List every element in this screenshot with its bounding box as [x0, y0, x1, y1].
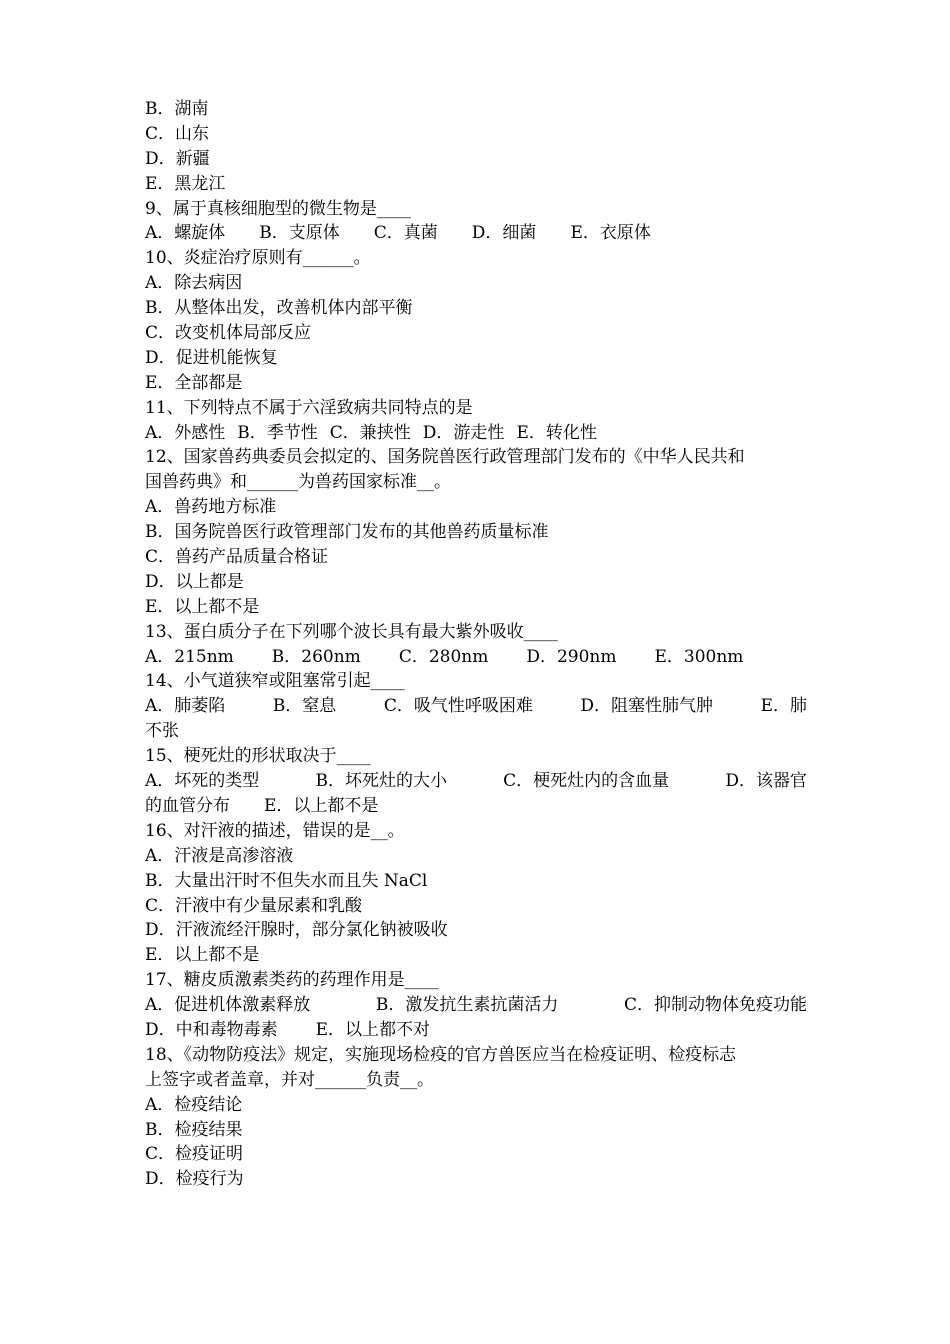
q18-option-a: A．检疫结论	[145, 1094, 243, 1115]
q18-option-c: C．检疫证明	[145, 1144, 244, 1165]
option-b: B．湖南	[145, 99, 209, 119]
q16-option-e: E．以上都不是	[145, 945, 260, 966]
q13-option-b: B．260nm	[271, 646, 361, 667]
q9-option-e: E．衣原体	[570, 223, 651, 244]
q15-option-a: A．坏死的类型	[145, 771, 260, 792]
q15-option-b: B．坏死灶的大小	[315, 771, 447, 792]
question-10: 10、炎症治疗原则有______。	[145, 248, 371, 269]
q17-option-b: B．激发抗生素抗菌活力	[375, 995, 559, 1016]
q14-option-c: C．吸气性呼吸困难	[383, 696, 533, 717]
q14-option-e: E．肺	[760, 696, 807, 717]
question-17-options-line-2	[145, 1018, 807, 1043]
question-11: 11、下列特点不属于六淫致病共同特点的是	[145, 397, 473, 418]
q10-option-b: B．从整体出发，改善机体内部平衡	[145, 298, 413, 319]
q16-option-d: D．汗液流经汗腺时，部分氯化钠被吸收	[145, 920, 448, 941]
question-16: 16、对汗液的描述，错误的是__。	[145, 820, 405, 841]
q12-option-d: D．以上都是	[145, 571, 244, 592]
q12-option-b: B．国务院兽医行政管理部门发布的其他兽药质量标准	[145, 522, 549, 543]
q13-option-a: A．215nm	[145, 646, 234, 667]
q9-option-c: C．真菌	[373, 223, 438, 244]
q18-option-b: B．检疫结果	[145, 1119, 243, 1140]
q10-option-e: E．全部都是	[145, 372, 243, 393]
q11-option-c: C．兼挟性	[329, 422, 411, 443]
question-9-options	[145, 221, 807, 246]
question-17-options	[145, 993, 807, 1018]
q10-option-c: C．改变机体局部反应	[145, 323, 312, 344]
q14-option-e-continuation: 不张	[145, 721, 179, 742]
question-15: 15、梗死灶的形状取决于____	[145, 746, 371, 767]
q15-option-d-continuation: 的血管分布	[145, 795, 230, 816]
q11-option-d: D．游走性	[422, 422, 505, 443]
q17-option-c: C．抑制动物体免疫功能	[623, 995, 807, 1016]
q14-option-d: D．阻塞性肺气肿	[580, 696, 714, 717]
q9-option-b: B．支原体	[259, 223, 340, 244]
q14-option-a: A．肺萎陷	[145, 696, 226, 717]
question-18-line-2: 上签字或者盖章，并对______负责__。	[145, 1069, 434, 1090]
q9-option-a: A．螺旋体	[145, 223, 226, 244]
q14-option-b: B．窒息	[272, 696, 337, 717]
question-17: 17、糖皮质激素类药的药理作用是____	[145, 970, 439, 991]
question-13-options	[145, 645, 807, 670]
q17-option-e: E．以上都不对	[315, 1019, 431, 1040]
q15-option-e: E．以上都不是	[264, 795, 379, 816]
q11-option-b: B．季节性	[237, 422, 318, 443]
question-9: 9、属于真核细胞型的微生物是____	[145, 198, 411, 219]
question-12-line-2: 国兽药典》和______为兽药国家标准__。	[145, 472, 451, 493]
question-13: 13、蛋白质分子在下列哪个波长具有最大紫外吸收____	[145, 621, 558, 642]
q13-option-c: C．280nm	[398, 646, 489, 667]
q13-option-e: E．300nm	[654, 646, 744, 667]
question-11-options	[145, 421, 807, 446]
q13-option-d: D．290nm	[526, 646, 617, 667]
q17-option-d: D．中和毒物毒素	[145, 1019, 278, 1040]
exam-page	[145, 97, 807, 1192]
q18-option-d: D．检疫行为	[145, 1169, 244, 1190]
question-14: 14、小气道狭窄或阻塞常引起____	[145, 671, 405, 692]
q15-option-d: D．该器官	[725, 771, 807, 792]
question-15-options-line-2	[145, 794, 807, 819]
question-15-options	[145, 769, 807, 794]
question-18-line-1: 18、《动物防疫法》规定，实施现场检疫的官方兽医应当在检疫证明、检疫标志	[145, 1044, 737, 1065]
q17-option-a: A．促进机体激素释放	[145, 995, 311, 1016]
q10-option-d: D．促进机能恢复	[145, 347, 278, 368]
option-e: E．黑龙江	[145, 173, 226, 194]
q16-option-b: B．大量出汗时不但失水而且失 NaCl	[145, 870, 428, 891]
q11-option-a: A．外感性	[145, 422, 226, 443]
q11-option-e: E．转化性	[516, 422, 597, 443]
question-14-options	[145, 694, 807, 719]
q12-option-e: E．以上都不是	[145, 596, 260, 617]
q12-option-c: C．兽药产品质量合格证	[145, 547, 329, 568]
option-c: C．山东	[145, 123, 210, 144]
q12-option-a: A．兽药地方标准	[145, 497, 277, 518]
question-12-line-1: 12、国家兽药典委员会拟定的、国务院兽医行政管理部门发布的《中华人民共和	[145, 447, 745, 468]
q9-option-d: D．细菌	[471, 223, 537, 244]
option-d: D．新疆	[145, 148, 210, 169]
q10-option-a: A．除去病因	[145, 273, 243, 294]
q15-option-c: C．梗死灶内的含血量	[503, 771, 670, 792]
q16-option-a: A．汗液是高渗溶液	[145, 845, 294, 866]
q16-option-c: C．汗液中有少量尿素和乳酸	[145, 895, 363, 916]
